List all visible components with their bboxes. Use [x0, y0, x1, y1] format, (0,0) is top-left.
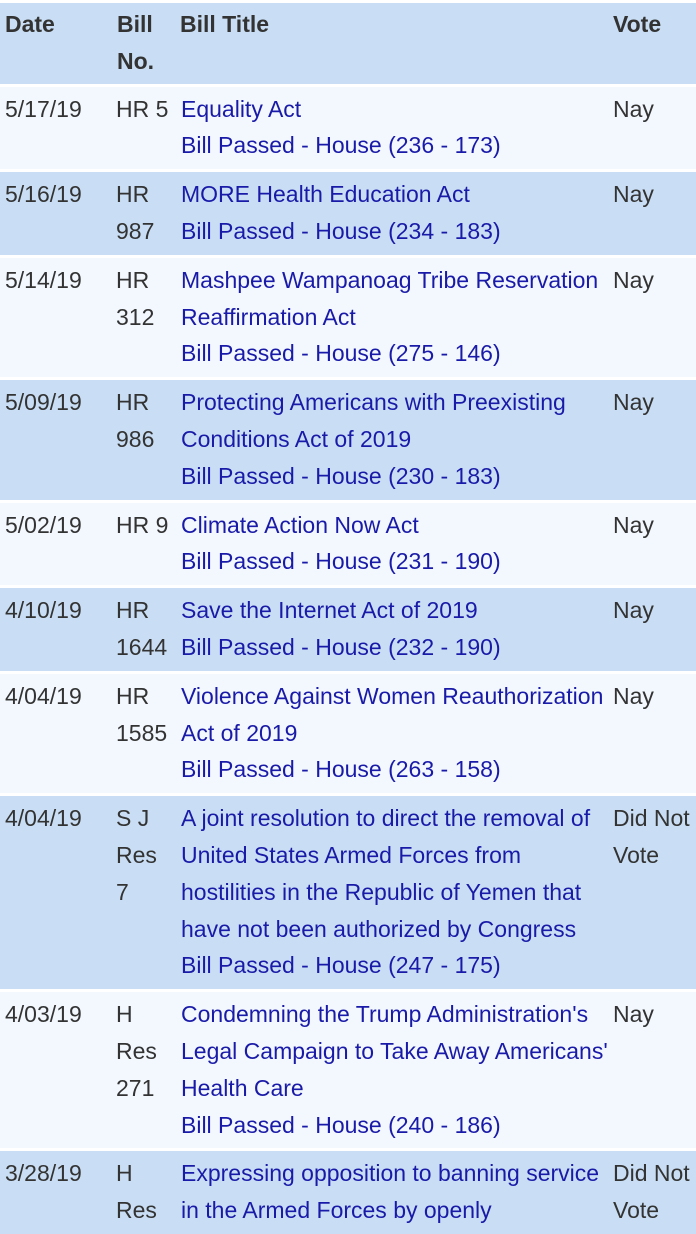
row-vote: Nay — [608, 256, 696, 378]
row-title-cell — [175, 256, 608, 378]
row-title-cell — [175, 795, 608, 991]
bill-result: Bill Passed - House (236 - 173) — [181, 132, 501, 159]
bill-title-link[interactable]: Equality Act — [181, 95, 302, 122]
header-bill-no[interactable]: Bill No. — [112, 2, 175, 86]
bill-title-link[interactable]: Expressing opposition to banning service in the Armed Forces by openly — [181, 1160, 600, 1224]
row-date: 5/09/19 — [0, 379, 112, 501]
table-row — [0, 1150, 696, 1234]
bill-title-link[interactable]: Condemning the Trump Administration's Legal Campaign to Take Away Americans' Health Care — [181, 1001, 608, 1101]
row-title-cell — [175, 587, 608, 673]
bill-result: Bill Passed - House (247 - 175) — [181, 952, 501, 979]
header-bill-title[interactable]: Bill Title — [175, 2, 608, 86]
row-vote: Nay — [608, 379, 696, 501]
table-row — [0, 85, 696, 171]
row-title-cell — [175, 501, 608, 587]
row-title-cell — [175, 85, 608, 171]
bill-title-link[interactable]: Climate Action Now Act — [181, 511, 419, 538]
row-date: 5/17/19 — [0, 85, 112, 171]
header-vote[interactable]: Vote — [608, 2, 696, 86]
bill-title-link[interactable]: Save the Internet Act of 2019 — [181, 597, 478, 624]
row-title-cell — [175, 171, 608, 257]
table-row — [0, 379, 696, 501]
row-bill-no: HR 1585 — [112, 672, 175, 794]
table-row — [0, 171, 696, 257]
row-title-cell — [175, 1150, 608, 1234]
bill-result: Bill Passed - House (230 - 183) — [181, 462, 501, 489]
row-date: 4/04/19 — [0, 795, 112, 991]
table-header-row — [0, 2, 696, 86]
row-bill-no: H Res — [112, 1150, 175, 1234]
row-bill-no: S J Res 7 — [112, 795, 175, 991]
row-bill-no: HR 1644 — [112, 587, 175, 673]
row-bill-no: HR 987 — [112, 171, 175, 257]
row-vote: Did Not Vote — [608, 1150, 696, 1234]
bill-title-link[interactable]: MORE Health Education Act — [181, 181, 470, 208]
header-date[interactable]: Date — [0, 2, 112, 86]
table-row — [0, 991, 696, 1150]
row-bill-no: H Res 271 — [112, 991, 175, 1150]
row-vote: Nay — [608, 991, 696, 1150]
table-row — [0, 587, 696, 673]
bill-title-link[interactable]: Mashpee Wampanoag Tribe Reservation Reaffirmation Act — [181, 266, 599, 330]
row-bill-no: HR 312 — [112, 256, 175, 378]
table-row — [0, 501, 696, 587]
table-row — [0, 256, 696, 378]
bill-result: Bill Passed - House (234 - 183) — [181, 217, 501, 244]
row-date: 4/04/19 — [0, 672, 112, 794]
row-title-cell — [175, 991, 608, 1150]
row-vote: Nay — [608, 85, 696, 171]
row-date: 5/14/19 — [0, 256, 112, 378]
row-vote: Did Not Vote — [608, 795, 696, 991]
table-row — [0, 795, 696, 991]
bill-result: Bill Passed - House (263 - 158) — [181, 756, 501, 783]
row-vote: Nay — [608, 501, 696, 587]
row-title-cell — [175, 672, 608, 794]
row-vote: Nay — [608, 587, 696, 673]
row-title-cell — [175, 379, 608, 501]
row-date: 4/03/19 — [0, 991, 112, 1150]
bill-result: Bill Passed - House (275 - 146) — [181, 340, 501, 367]
bill-result: Bill Passed - House (231 - 190) — [181, 548, 501, 575]
row-bill-no: HR 9 — [112, 501, 175, 587]
row-vote: Nay — [608, 672, 696, 794]
bill-title-link[interactable]: Violence Against Women Reauthorization Act of 2019 — [181, 682, 604, 746]
row-date: 5/02/19 — [0, 501, 112, 587]
row-bill-no: HR 986 — [112, 379, 175, 501]
row-vote: Nay — [608, 171, 696, 257]
bill-result: Bill Passed - House (240 - 186) — [181, 1111, 501, 1138]
bill-title-link[interactable]: Protecting Americans with Preexisting Conditions Act of 2019 — [181, 389, 566, 452]
row-date: 5/16/19 — [0, 171, 112, 257]
table-row — [0, 672, 696, 794]
row-date: 4/10/19 — [0, 587, 112, 673]
row-date: 3/28/19 — [0, 1150, 112, 1234]
bill-result: Bill Passed - House (232 - 190) — [181, 633, 501, 660]
bill-title-link[interactable]: A joint resolution to direct the removal of United States Armed Forces from hostilities in the Republic of Yemen that have not been authorized by Congress — [181, 805, 591, 942]
row-bill-no: HR 5 — [112, 85, 175, 171]
